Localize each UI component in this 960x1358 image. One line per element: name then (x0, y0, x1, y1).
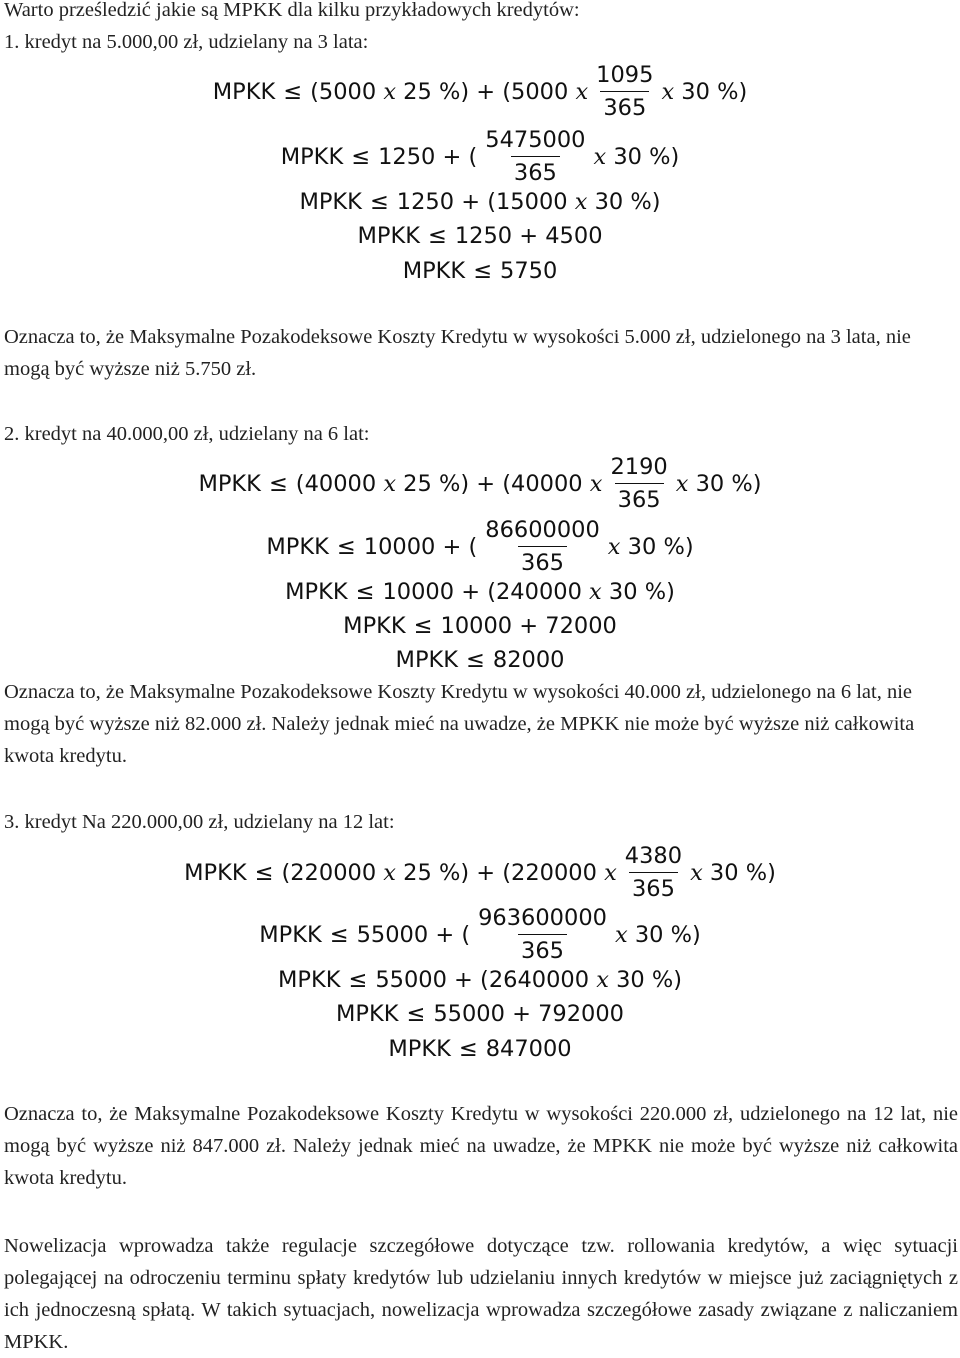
example-1-conclusion: Oznacza to, że Maksymalne Pozakodeksowe Koszty Kredytu w wysokości 5.000 zł, udzielonego na 3 lata, nie mogą być wyższe niż 5.750 zł. (4, 326, 911, 380)
equation-term: 30 %) (616, 967, 683, 993)
multiply-x: x (596, 967, 609, 993)
le-symbol: ≤ (427, 223, 447, 249)
equation-term: 10000 + ( (363, 534, 478, 560)
example-2-equation-3 (0, 577, 960, 607)
example-2-heading: 2. kredyt na 40.000,00 zł, udzielany na 6 lat: (4, 423, 370, 445)
le-symbol: ≤ (413, 613, 433, 639)
multiply-x: x (593, 144, 607, 170)
equation-term: 10000 + (240000 (382, 579, 582, 605)
equation-term: 10000 + 72000 (440, 613, 617, 639)
mpkk-label: MPKK (395, 647, 459, 673)
equation-term: 1250 + ( (378, 144, 478, 170)
fraction-numerator: 4380 (624, 843, 683, 869)
example-3-heading: 3. kredyt Na 220.000,00 zł, udzielany na 12 lat: (4, 811, 395, 833)
equation-term: 1250 + 4500 (454, 223, 603, 249)
closing-paragraph: Nowelizacja wprowadza także regulacje szczegółowe dotyczące tzw. rollowania kredytów, a więc sytuacji polegającej na odroczeniu terminu spłaty kredytów lub udzielaniu innych kredytów w miejsce już zaciągniętych z ich jednoczesną spłatą. W takich sytuacjach, nowelizacja wprowadza szczegółowe zasady związane z naliczaniem MPKK. (4, 1235, 958, 1353)
example-3-equation-2 (0, 900, 960, 970)
example-1-equation-2 (0, 122, 960, 192)
fraction (593, 64, 656, 119)
example-3-equation-3 (0, 965, 960, 995)
equation-term: 55000 + (2640000 (375, 967, 590, 993)
multiply-x: x (383, 471, 397, 497)
mpkk-label: MPKK (357, 223, 420, 249)
multiply-x: x (589, 579, 602, 605)
equation-term: 30 %) (695, 471, 762, 497)
equation-term: (40000 (295, 471, 377, 497)
le-symbol: ≤ (458, 1036, 478, 1062)
equation-term: 30 %) (608, 579, 675, 605)
fraction (482, 129, 588, 184)
multiply-x: x (589, 471, 603, 497)
fraction (607, 456, 670, 511)
equation-term: 847000 (485, 1036, 572, 1062)
fraction-numerator: 1095 (596, 62, 654, 88)
equation-term: 82000 (492, 647, 565, 673)
equation-term: 55000 + 792000 (433, 1001, 624, 1027)
le-symbol: ≤ (355, 579, 375, 605)
mpkk-label: MPKK (402, 258, 466, 284)
intro-text: Warto prześledzić jakie są MPKK dla kilku przykładowych kredytów: (4, 0, 580, 21)
example-1-equation-1 (0, 57, 960, 127)
fraction-denominator: 365 (615, 483, 664, 512)
fraction-denominator: 365 (518, 934, 567, 963)
fraction-denominator: 365 (600, 91, 649, 120)
le-symbol: ≤ (336, 534, 356, 560)
mpkk-label: MPKK (259, 922, 322, 948)
example-2-equation-5 (0, 645, 960, 675)
le-symbol: ≤ (351, 144, 371, 170)
fraction (482, 519, 603, 574)
le-symbol: ≤ (473, 258, 493, 284)
fraction-denominator: 365 (511, 156, 560, 185)
example-2-equation-1 (0, 449, 960, 519)
le-symbol: ≤ (283, 79, 303, 105)
fraction (622, 845, 685, 900)
mpkk-label: MPKK (277, 967, 341, 993)
example-3-equation-4 (0, 999, 960, 1029)
multiply-x: x (383, 79, 397, 105)
equation-term: 1250 + (15000 (396, 189, 568, 215)
equation-term: 25 %) + (220000 (403, 860, 597, 886)
example-2-conclusion: Oznacza to, że Maksymalne Pozakodeksowe Koszty Kredytu w wysokości 40.000 zł, udzielonego na 6 lat, nie mogą być wyższe niż 82.000 zł. Należy jednak mieć na uwadze, że MPKK nie może być wyższe niż całkowita kwota kredytu. (4, 681, 915, 767)
mpkk-label: MPKK (388, 1036, 451, 1062)
equation-term: 30 %) (681, 79, 748, 105)
mpkk-label: MPKK (299, 189, 362, 215)
mpkk-label: MPKK (212, 79, 276, 105)
multiply-x: x (575, 79, 589, 105)
equation-term: 30 %) (634, 922, 701, 948)
fraction-numerator: 2190 (610, 454, 668, 480)
equation-term: 5750 (500, 258, 558, 284)
example-1-equation-4 (0, 221, 960, 251)
le-symbol: ≤ (329, 922, 349, 948)
multiply-x: x (675, 471, 689, 497)
fraction-denominator: 365 (629, 872, 678, 901)
multiply-x: x (661, 79, 675, 105)
le-symbol: ≤ (268, 471, 288, 497)
equation-term: 25 %) + (40000 (403, 471, 583, 497)
mpkk-label: MPKK (285, 579, 348, 605)
equation-term: 30 %) (613, 144, 680, 170)
equation-term: (5000 (310, 79, 377, 105)
example-2-equation-4 (0, 611, 960, 641)
equation-term: 30 %) (709, 860, 776, 886)
fraction-denominator: 365 (518, 546, 567, 575)
le-symbol: ≤ (348, 967, 368, 993)
fraction-numerator: 963600000 (478, 905, 607, 931)
mpkk-label: MPKK (336, 1001, 399, 1027)
multiply-x: x (690, 860, 703, 886)
le-symbol: ≤ (369, 189, 389, 215)
le-symbol: ≤ (406, 1001, 426, 1027)
example-1-equation-3 (0, 187, 960, 217)
mpkk-label: MPKK (266, 534, 329, 560)
multiply-x: x (607, 534, 621, 560)
example-1-equation-5 (0, 256, 960, 286)
equation-term: 25 %) + (5000 (403, 79, 569, 105)
equation-term: 55000 + ( (356, 922, 471, 948)
multiply-x: x (604, 860, 617, 886)
example-2-equation-2 (0, 512, 960, 582)
multiply-x: x (383, 860, 396, 886)
equation-term: (220000 (281, 860, 377, 886)
multiply-x: x (614, 922, 628, 948)
example-3-conclusion: Oznacza to, że Maksymalne Pozakodeksowe Koszty Kredytu w wysokości 220.000 zł, udzielonego na 12 lat, nie mogą być wyższe niż 847.000 zł. Należy jednak mieć na uwadze, że MPKK nie może być wyższe niż całkowita kwota kredytu. (4, 1103, 958, 1189)
equation-term: 30 %) (627, 534, 694, 560)
fraction (475, 907, 610, 962)
mpkk-label: MPKK (280, 144, 344, 170)
multiply-x: x (574, 189, 588, 215)
mpkk-label: MPKK (184, 860, 247, 886)
fraction-numerator: 86600000 (485, 517, 600, 543)
le-symbol: ≤ (466, 647, 485, 673)
le-symbol: ≤ (254, 860, 274, 886)
example-1-heading: 1. kredyt na 5.000,00 zł, udzielany na 3 lata: (4, 31, 369, 53)
example-3-equation-5 (0, 1034, 960, 1064)
mpkk-label: MPKK (198, 471, 261, 497)
mpkk-label: MPKK (343, 613, 406, 639)
equation-term: 30 %) (594, 189, 661, 215)
fraction-numerator: 5475000 (485, 127, 586, 153)
example-3-equation-1 (0, 838, 960, 908)
